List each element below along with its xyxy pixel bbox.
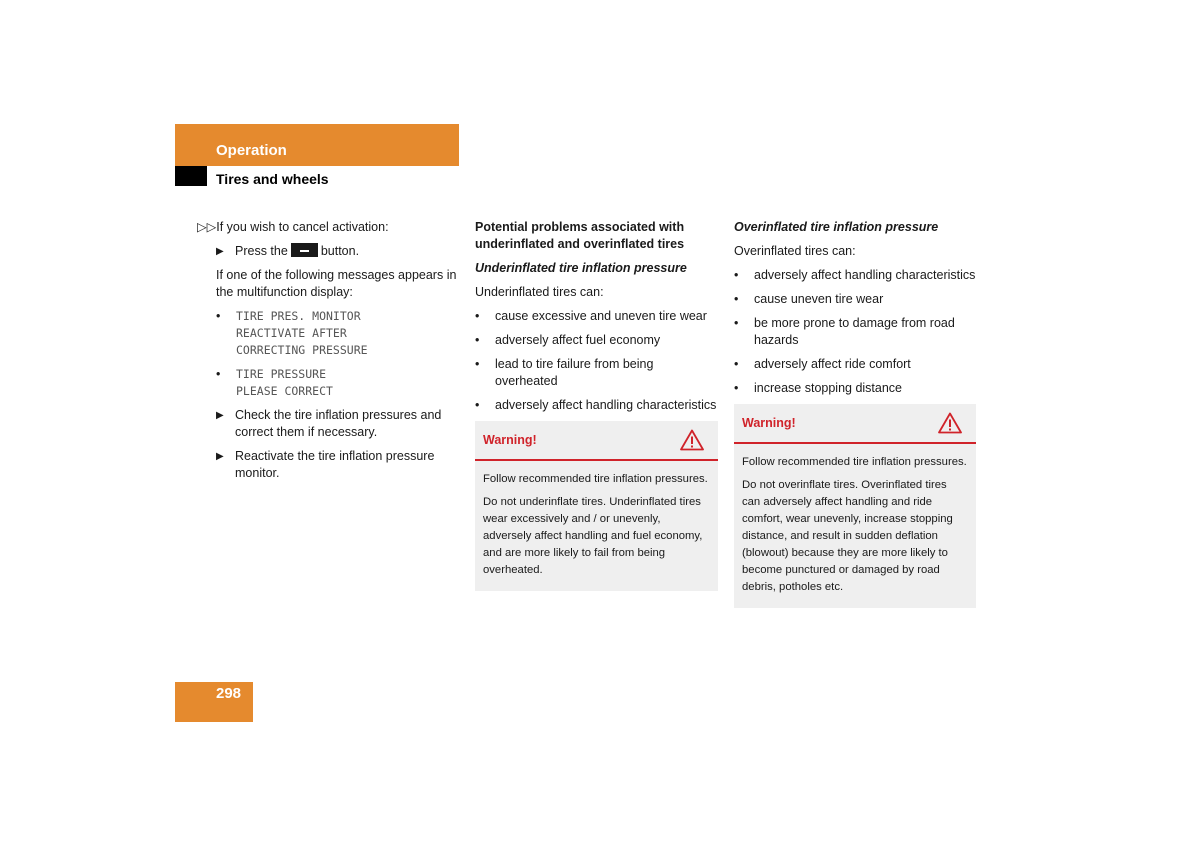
message-list [197, 308, 462, 400]
list-item: • cause uneven tire wear [734, 292, 884, 306]
column-2 [475, 219, 718, 591]
problems-heading: Potential problems associated with underinflated and overinflated tires [475, 220, 685, 251]
step-reactivate [197, 448, 462, 482]
list-item-text: increase stopping distance [754, 381, 903, 395]
list-item-text: adversely affect ride comfort [754, 357, 911, 371]
warning-text: Do not underinflate tires. Underinflated tires wear excessively and / or unevenly, adversely affect handling and fuel economy, and are more likely to fail from being overheated. [483, 496, 703, 576]
column-1 [197, 219, 462, 489]
warning-box [475, 421, 718, 591]
list-item: • TIRE PRESSURE PLEASE CORRECT [216, 367, 333, 398]
list-item: • adversely affect ride comfort [734, 357, 911, 371]
continuation-arrows: ▷▷ [197, 220, 217, 234]
list-item-text: cause uneven tire wear [754, 292, 884, 306]
list-item: • increase stopping distance [734, 381, 903, 395]
step-arrow-icon: ▶ [216, 410, 224, 421]
list-item-text: adversely affect fuel economy [495, 333, 661, 347]
display-message-line: CORRECTING PRESSURE [236, 343, 368, 357]
warning-label: Warning! [742, 415, 796, 430]
step1-post: button. [320, 244, 360, 258]
warning-text: Follow recommended tire inflation pressures. [483, 473, 708, 485]
step1-pre: Press the [235, 244, 288, 258]
display-message-line: TIRE PRES. MONITOR [236, 309, 361, 323]
warning-label: Warning! [483, 432, 537, 447]
list-item: • adversely affect fuel economy [475, 333, 661, 347]
list-item: • be more prone to damage from road hazards [734, 315, 976, 349]
list-item-text: adversely affect handling characteristics [495, 398, 717, 412]
messages-intro: If one of the following messages appears in the multifunction display: [216, 268, 457, 299]
overinflated-list [734, 267, 976, 397]
step-arrow-icon: ▶ [216, 451, 224, 462]
warning-triangle-icon [938, 412, 962, 434]
intro-line [197, 219, 462, 236]
overinflated-lead: Overinflated tires can: [734, 244, 856, 258]
warning-text: Do not overinflate tires. Overinflated tires can adversely affect handling and ride comfort, wear unevenly, increase stopping distance, and result in sudden deflation (blowout) because they are more likely to become punctured or damaged by road debris, potholes etc. [742, 479, 953, 593]
header-black-tab [175, 166, 207, 186]
intro-text: If you wish to cancel activation: [216, 220, 389, 234]
underinflated-lead: Underinflated tires can: [475, 285, 604, 299]
warning-text: Follow recommended tire inflation pressures. [742, 456, 967, 468]
list-item: • TIRE PRES. MONITOR REACTIVATE AFTER CORRECTING PRESSURE [216, 309, 368, 357]
warning-triangle-icon [680, 429, 704, 451]
step-check-pressures [197, 407, 462, 441]
underinflated-heading: Underinflated tire inflation pressure [475, 261, 687, 275]
warning-body [475, 461, 718, 591]
display-message-line: TIRE PRESSURE [236, 367, 327, 381]
list-item: • adversely affect handling characteristics [475, 398, 717, 412]
step2-text: Check the tire inflation pressures and correct them if necessary. [235, 408, 442, 439]
display-message-line: PLEASE CORRECT [236, 384, 333, 398]
page-number-box [175, 682, 253, 722]
warning-header [475, 421, 718, 461]
page-number: 298 [216, 685, 242, 702]
warning-box [734, 404, 976, 608]
display-message-line: REACTIVATE AFTER [236, 326, 347, 340]
minus-button-icon [291, 243, 318, 257]
list-item-text: lead to tire failure from being overheated [495, 357, 654, 388]
step3-text: Reactivate the tire inflation pressure monitor. [235, 449, 435, 480]
section-subtitle: Tires and wheels [216, 171, 329, 187]
list-item: • cause excessive and uneven tire wear [475, 309, 707, 323]
warning-header [734, 404, 976, 444]
list-item-text: adversely affect handling characteristics [754, 268, 976, 282]
list-item: • adversely affect handling characteristics [734, 268, 976, 282]
list-item: • lead to tire failure from being overheated [475, 356, 718, 390]
overinflated-heading: Overinflated tire inflation pressure [734, 220, 939, 234]
step-arrow-icon: ▶ [216, 246, 224, 257]
underinflated-list [475, 308, 718, 414]
list-item-text: cause excessive and uneven tire wear [495, 309, 707, 323]
list-item-text: be more prone to damage from road hazards [754, 316, 955, 347]
column-3 [734, 219, 976, 608]
step-press-button [197, 243, 462, 260]
warning-body [734, 444, 976, 608]
section-title: Operation [216, 142, 287, 159]
